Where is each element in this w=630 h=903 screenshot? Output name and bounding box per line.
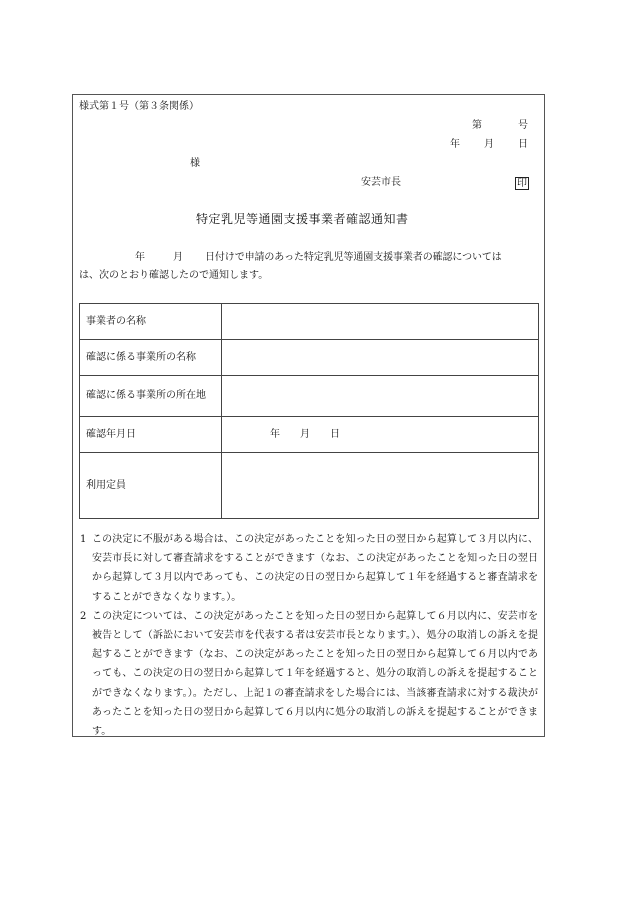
table-row — [80, 304, 539, 340]
note-number: 2 — [80, 610, 87, 622]
row-value: 年 月 日 — [222, 417, 539, 453]
document-title: 特定乳児等通園支援事業者確認通知書 — [196, 212, 409, 226]
number-suffix: 号 — [518, 120, 528, 131]
intro-year: 年 — [135, 252, 145, 263]
info-table — [79, 303, 539, 519]
row-label: 利用定員 — [80, 453, 222, 519]
row-value — [222, 304, 539, 340]
intro-month: 月 — [173, 252, 183, 263]
date-year: 年 — [450, 139, 460, 150]
table-row — [80, 453, 539, 519]
row-label: 確認に係る事業所の所在地 — [80, 376, 222, 417]
notes-section — [80, 530, 538, 741]
row-value — [222, 340, 539, 376]
intro-line2: は、次のとおり確認したので通知します。 — [79, 270, 269, 281]
date-day: 日 — [518, 139, 528, 150]
intro-line1: 日付けで申請のあった特定乳児等通園支援事業者の確認については — [205, 252, 502, 263]
note-item — [80, 607, 538, 741]
issuer-name: 安芸市長 — [361, 177, 401, 188]
number-prefix: 第 — [472, 120, 482, 131]
note-item — [80, 530, 538, 607]
date-month: 月 — [484, 139, 494, 150]
table-row — [80, 376, 539, 417]
row-label: 確認に係る事業所の名称 — [80, 340, 222, 376]
note-number: 1 — [80, 534, 87, 545]
note-text: この決定に不服がある場合は、この決定があったことを知った日の翌日から起算して３月以内に、安芸市長に対して審査請求をすることができます（なお、この決定があったことを知った日の翌日から起算して３月以内であっても、この決定の日の翌日から起算して１年を経過すると審査請求をすることができなくなります。）。 — [92, 534, 538, 603]
seal-mark: 印 — [517, 178, 527, 189]
table-row — [80, 417, 539, 453]
row-value — [222, 453, 539, 519]
note-text: この決定については、この決定があったことを知った日の翌日から起算して６月以内に、安芸市を被告として（訴訟において安芸市を代表する者は安芸市長となります。）、処分の取消しの訴えを提起することができます（なお、この決定があったことを知った日の翌日から起算して６月以内であっても、この決定の日の翌日から起算して１年を経過すると、処分の取消しの訴えを提起することができなくなります。）。ただし、上記１の審査請求をした場合には、当該審査請求に対する裁決があったことを知った日の翌日から起算して６月以内に処分の取消しの訴えを提起することができます。 — [92, 610, 538, 738]
table-row — [80, 340, 539, 376]
row-label: 確認年月日 — [80, 417, 222, 453]
form-reference: 様式第１号（第３条関係） — [79, 101, 199, 112]
row-label: 事業者の名称 — [80, 304, 222, 340]
addressee-suffix: 様 — [190, 158, 200, 169]
row-value — [222, 376, 539, 417]
